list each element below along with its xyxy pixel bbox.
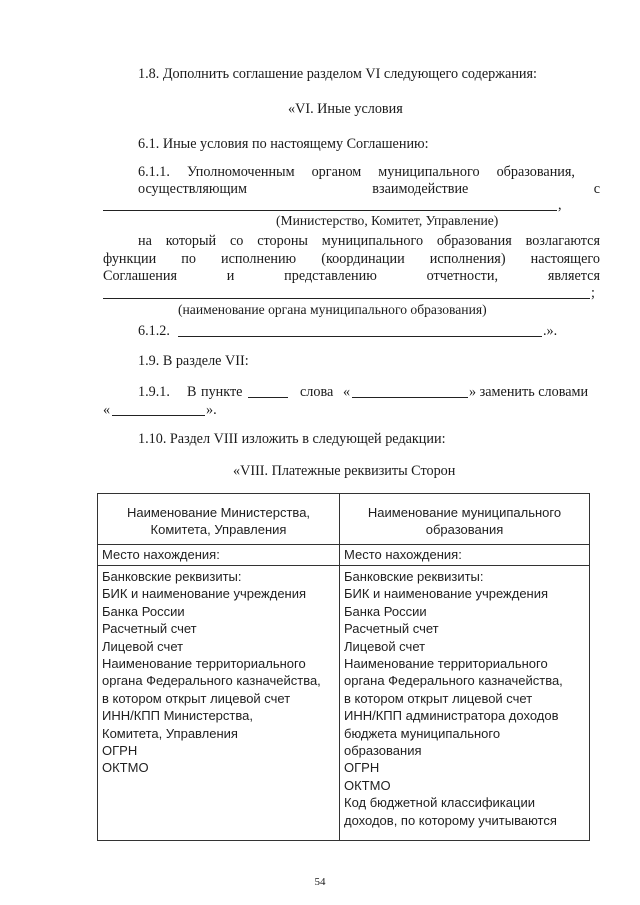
list-item: ОГРН bbox=[102, 743, 138, 759]
list-item: БИК и наименование учреждения bbox=[102, 586, 307, 602]
list-item: Банка России bbox=[344, 603, 427, 619]
semicolon: ; bbox=[591, 285, 595, 301]
list-item: Расчетный счет bbox=[344, 621, 439, 637]
word: 6.1.1. bbox=[138, 164, 170, 180]
section-6-title: «VI. Иные условия bbox=[288, 101, 403, 117]
blank-old-words-field[interactable] bbox=[352, 397, 468, 398]
word: исполнения) bbox=[429, 251, 506, 267]
paragraph-6-1-1-line6 bbox=[103, 268, 600, 284]
p191-close: ». bbox=[206, 402, 217, 418]
list-item: ИНН/КПП Министерства, bbox=[102, 708, 253, 724]
word: возлагаются bbox=[525, 233, 600, 249]
blank-item-number-field[interactable] bbox=[248, 397, 288, 398]
word: функции bbox=[103, 251, 157, 267]
word: Уполномоченным bbox=[186, 164, 295, 180]
paragraph-1-9: 1.9. В разделе VII: bbox=[138, 353, 249, 369]
word: по bbox=[181, 251, 196, 267]
word: представлению bbox=[284, 268, 377, 284]
caption-municipal-body: (наименование органа муниципального образования) bbox=[178, 302, 487, 317]
word: на bbox=[138, 233, 152, 249]
p191-word-v: В bbox=[187, 384, 197, 400]
list-item: бюджета муниципального bbox=[344, 725, 501, 741]
paragraph-1-8: 1.8. Дополнить соглашение разделом VI следующего содержания: bbox=[138, 66, 537, 82]
paragraph-6-1: 6.1. Иные условия по настоящему Соглашению: bbox=[138, 136, 429, 152]
blank-new-words-field[interactable] bbox=[112, 415, 205, 416]
table-header-row bbox=[98, 494, 590, 545]
header-ministry: Наименование Министерства, Комитета, Управления bbox=[98, 494, 340, 545]
table-row-bank-details bbox=[98, 566, 590, 841]
blank-municipal-body-field[interactable] bbox=[103, 298, 590, 299]
word: осуществляющим bbox=[138, 181, 247, 197]
paragraph-1-10: 1.10. Раздел VIII изложить в следующей редакции: bbox=[138, 431, 446, 447]
p191-open-quote: « bbox=[343, 384, 351, 400]
bank-details-municipality bbox=[340, 566, 590, 841]
list-item: ОКТМО bbox=[344, 777, 391, 793]
list-item: Банка России bbox=[102, 603, 185, 619]
word: и bbox=[226, 268, 235, 284]
p191-open-quote-2: « bbox=[103, 402, 111, 418]
table-row-location bbox=[98, 545, 590, 566]
word: органом bbox=[311, 164, 362, 180]
word: Соглашения bbox=[103, 268, 177, 284]
word: со bbox=[229, 233, 244, 249]
location-municipality: Место нахождения: bbox=[340, 545, 590, 566]
list-item: Банковские реквизиты: bbox=[344, 569, 484, 584]
list-item: Банковские реквизиты: bbox=[102, 569, 242, 584]
caption-ministry: (Министерство, Комитет, Управление) bbox=[276, 213, 499, 228]
p191-word-slova: слова bbox=[300, 384, 334, 400]
list-item: органа Федерального казначейства, bbox=[344, 673, 563, 689]
list-item: Наименование территориального bbox=[344, 656, 548, 672]
page-number: 54 bbox=[314, 876, 326, 888]
bank-details-ministry bbox=[98, 566, 340, 841]
word: который bbox=[165, 233, 217, 249]
list-item: Код бюджетной классификации bbox=[344, 795, 535, 811]
word: стороны bbox=[257, 233, 308, 249]
word: исполнению bbox=[221, 251, 297, 267]
list-item: Лицевой счет bbox=[102, 638, 184, 654]
word: отчетности, bbox=[426, 268, 499, 284]
p191-word-punkte: пункте bbox=[201, 384, 243, 400]
list-item: в котором открыт лицевой счет bbox=[102, 690, 291, 706]
list-item: Расчетный счет bbox=[102, 621, 197, 637]
word: с bbox=[593, 181, 600, 197]
paragraph-6-1-1-line4 bbox=[138, 233, 600, 249]
list-item: образования bbox=[344, 743, 422, 759]
p191-replace-text: » заменить словами bbox=[469, 384, 589, 400]
location-ministry: Место нахождения: bbox=[98, 545, 340, 566]
list-item: БИК и наименование учреждения bbox=[344, 586, 549, 602]
word: настоящего bbox=[530, 251, 600, 267]
paragraph-6-1-1-line2 bbox=[138, 181, 600, 197]
word: муниципального bbox=[321, 233, 424, 249]
p191-number: 1.9.1. bbox=[138, 384, 170, 400]
list-item: ИНН/КПП администратора доходов bbox=[344, 708, 559, 724]
word: образования, bbox=[496, 164, 575, 180]
payment-requisites-table bbox=[97, 493, 590, 841]
paragraph-6-1-2-number: 6.1.2. bbox=[138, 323, 170, 339]
list-item: ОКТМО bbox=[102, 760, 149, 776]
paragraph-6-1-2-end: .». bbox=[543, 323, 558, 339]
list-item: Лицевой счет bbox=[344, 638, 426, 654]
list-item: ОГРН bbox=[344, 760, 380, 776]
word: (координации bbox=[321, 251, 405, 267]
section-8-title: «VIII. Платежные реквизиты Сторон bbox=[233, 463, 456, 479]
word: взаимодействие bbox=[372, 181, 469, 197]
list-item: органа Федерального казначейства, bbox=[102, 673, 321, 689]
list-item: доходов, по которому учитываются bbox=[344, 812, 557, 828]
comma: , bbox=[558, 197, 562, 213]
list-item: в котором открыт лицевой счет bbox=[344, 690, 533, 706]
word: образования bbox=[436, 233, 512, 249]
word: муниципального bbox=[378, 164, 480, 180]
header-municipality: Наименование муниципального образования bbox=[340, 494, 590, 545]
paragraph-6-1-1-line5 bbox=[103, 251, 600, 267]
list-item: Наименование территориального bbox=[102, 656, 306, 672]
word: является bbox=[547, 268, 600, 284]
blank-ministry-field[interactable] bbox=[103, 210, 557, 211]
paragraph-6-1-1-line1 bbox=[138, 164, 575, 180]
list-item: Комитета, Управления bbox=[102, 725, 238, 741]
blank-6-1-2-field[interactable] bbox=[178, 336, 542, 337]
